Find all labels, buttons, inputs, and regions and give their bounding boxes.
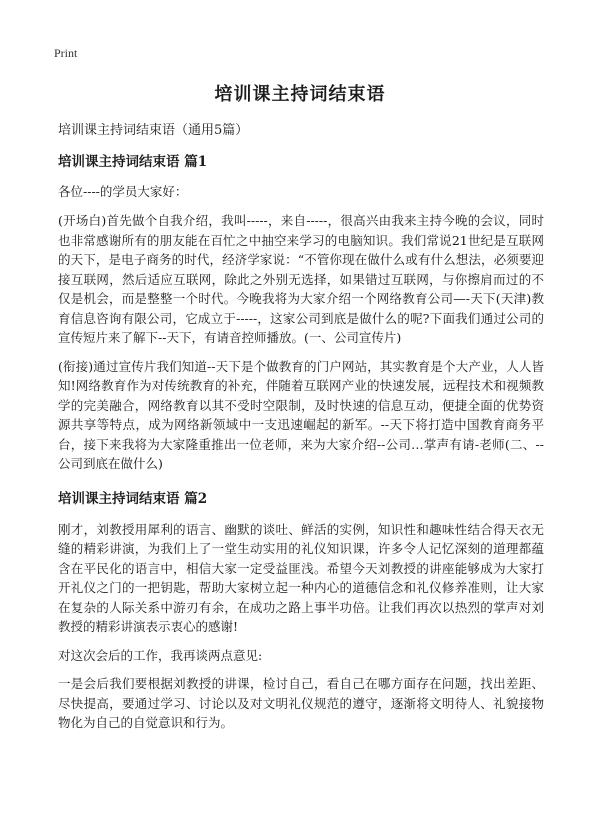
- greeting: 各位----的学员大家好：: [58, 184, 188, 199]
- document-subtitle: 培训课主持词结束语（通用5篇）: [58, 123, 249, 138]
- paragraph: 刚才，刘教授用犀利的语言、幽默的谈吐、鲜活的实例，知识性和趣味性结合得天衣无缝的精彩讲演，为我们上了一堂生动实用的礼仪知识课，许多令人记忆深刻的道理都蕴含在平民化的语言中，相信大家一定受益匪浅。希望今天刘教授的讲座能够成为大家打开礼仪之门的一把钥匙，帮助大家树立起一种内心的道德信念和礼仪修养准则，让大家在复杂的人际关系中游刃有余，在成功之路上事半功倍。让我们再次以热烈的掌声对刘教授的精彩讲演表示衷心的感谢!: [58, 521, 544, 634]
- paragraph: (衔接)通过宣传片我们知道--天下是个做教育的门户网站，其实教育是个大产业，人人皆知!网络教育作为对传统教育的补充，伴随着互联网产业的快速发展，远程技术和视频教学的完美融合，网络教育以其不受时空限制，及时快速的信息互动，便捷全面的优势资源共享等特点，成为网络新领域中一支迅速崛起的新军。--天下将打造中国教育商务平台，接下来我将为大家隆重推出一位老师，来为大家介绍--公司…掌声有请-老师(二、--公司到底在做什么): [58, 358, 544, 471]
- document-body: [58, 122, 544, 742]
- section-2: [58, 490, 544, 733]
- section-heading: 培训课主持词结束语 篇1: [58, 154, 208, 170]
- document-title: 培训课主持词结束语: [214, 84, 386, 105]
- paragraph: 对这次会后的工作，我再谈两点意见:: [58, 647, 263, 663]
- section-heading: 培训课主持词结束语 篇2: [58, 490, 208, 507]
- section-1: [58, 153, 544, 474]
- paragraph: (开场白)首先做个自我介绍，我叫-----，来自-----，很高兴由我来主持今晚的会议，同时也非常感谢所有的朋友能在百忙之中抽空来学习的电脑知识。我们常说21世纪是互联网的天下，是电子商务的时代，经济学家说：“不管你现在做什么或有什么想法，必须要迎接互联网，然后适应互联网，除此之外别无选择，如果错过互联网，与你擦肩而过的不仅是机会，而是整整一个时代。今晚我将为大家介绍一个网络教育公司—-天下(天津)教育信息咨询有限公司，它成立于-----，这家公司到底是做什么的呢?下面我们通过公司的宣传短片来了解下--天下，有请音控师播放。(一、公司宣传片): [58, 213, 544, 345]
- paragraph: 一是会后我们要根据刘教授的讲课，检讨自己，看自己在哪方面存在问题，找出差距、尽快提高，要通过学习、讨论以及对文明礼仪规范的遵守，逐渐将文明待人、礼貌接物物化为自己的自觉意识和行为。: [58, 676, 544, 730]
- print-link[interactable]: Print: [54, 46, 78, 60]
